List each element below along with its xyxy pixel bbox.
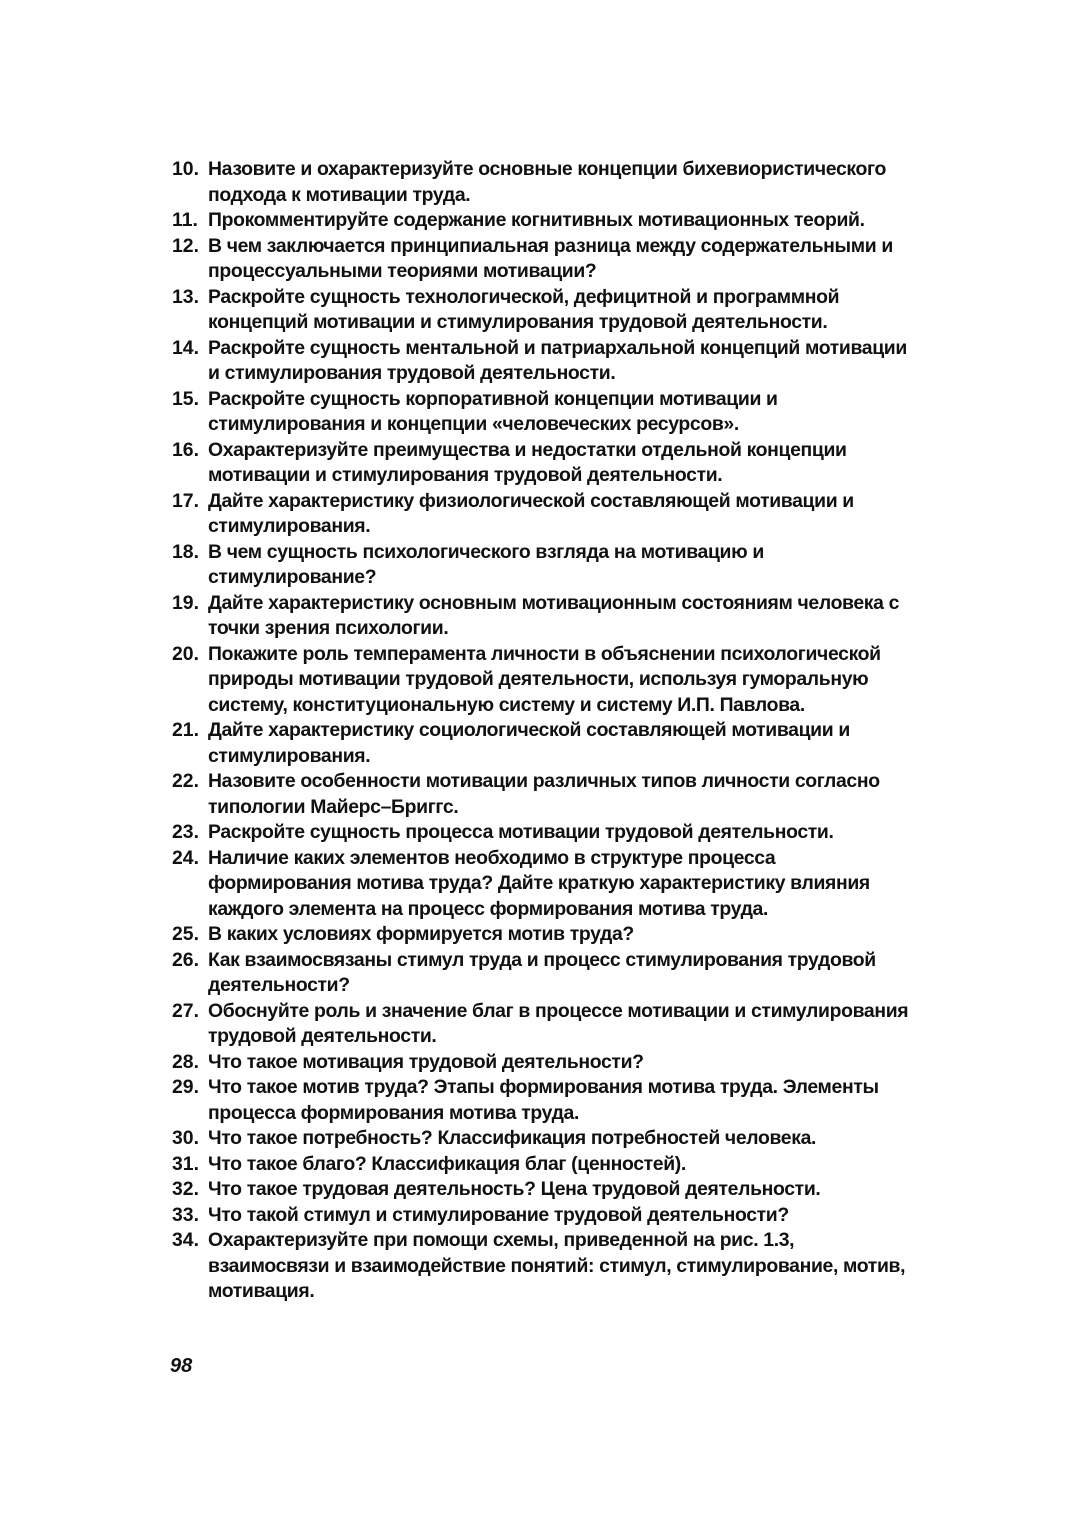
question-item [172,540,917,591]
question-item [172,846,917,923]
question-number: 13. [172,285,199,308]
question-item [172,642,917,719]
question-text: Раскройте сущность технологической, дефицитной и программной концепций мотивации и стимулирования трудовой деятельности. [208,285,840,333]
question-item [172,718,917,769]
question-text: Раскройте сущность процесса мотивации трудовой деятельности. [208,821,834,843]
question-item [172,820,917,846]
question-item [172,208,917,234]
question-number: 12. [172,234,199,257]
question-number: 28. [172,1050,199,1073]
question-item [172,285,917,336]
question-item [172,387,917,438]
question-number: 30. [172,1127,199,1149]
question-text: Охарактеризуйте при помощи схемы, приведенной на рис. 1.3, взаимосвязи и взаимодействие понятий: стимул, стимулирование, мотив, мотивация. [208,1229,906,1302]
question-text: Покажите роль темперамента личности в объяснении психологической природы мотивации трудовой деятельности, используя гуморальную систему, конституциональную систему и систему И.П. Павлова. [208,642,881,716]
question-text: Как взаимосвязаны стимул труда и процесс стимулирования трудовой деятельности? [208,948,876,996]
question-number: 24. [172,846,199,869]
question-text: Что такое мотивация трудовой деятельности? [208,1050,644,1073]
question-item [172,234,917,285]
question-text: Дайте характеристику физиологической составляющей мотивации и стимулирования. [208,489,854,537]
question-number: 27. [172,999,199,1022]
question-item [172,591,917,642]
question-text: В чем заключается принципиальная разница между содержательными и процессуальными теориями мотивации? [208,234,893,282]
question-item [172,999,917,1050]
question-number: 34. [172,1229,199,1251]
question-list [172,157,917,1305]
question-number: 32. [172,1178,199,1200]
question-item [172,1203,917,1229]
question-number: 10. [172,158,199,180]
question-item [172,948,917,999]
question-item [172,1177,917,1203]
question-text: Дайте характеристику основным мотивационным состояниям человека с точки зрения психологии. [208,591,900,639]
question-item [172,157,917,208]
question-number: 17. [172,489,199,512]
question-number: 14. [172,336,199,359]
page-number: 98 [170,1355,193,1377]
question-number: 11. [172,209,198,231]
question-text: В чем сущность психологического взгляда на мотивацию и стимулирование? [208,540,764,588]
question-number: 23. [172,821,199,843]
question-item [172,1075,917,1126]
question-text: Что такое потребность? Классификация потребностей человека. [208,1127,817,1149]
question-number: 15. [172,387,199,410]
question-text: Назовите особенности мотивации различных типов личности согласно типологии Майерс–Бриггс. [208,770,880,818]
question-text: Что такой стимул и стимулирование трудовой деятельности? [208,1203,789,1226]
question-text: Что такое благо? Классификация благ (ценностей). [208,1152,686,1175]
question-text: Что такое мотив труда? Этапы формирования мотива труда. Элементы процесса формирования мотива труда. [208,1076,879,1124]
question-text: Что такое трудовая деятельность? Цена трудовой деятельности. [208,1178,821,1200]
question-number: 26. [172,948,199,971]
question-item [172,922,917,948]
question-text: Охарактеризуйте преимущества и недостатки отдельной концепции мотивации и стимулирования трудовой деятельности. [208,438,847,486]
question-number: 22. [172,770,199,792]
question-number: 25. [172,923,199,945]
question-number: 29. [172,1076,199,1098]
question-text: Наличие каких элементов необходимо в структуре процесса формирования мотива труда? Дайте краткую характеристику влияния каждого элемента на процесс формирования мотива труда. [208,846,870,920]
question-item [172,336,917,387]
question-text: В каких условиях формируется мотив труда? [208,923,634,945]
question-text: Дайте характеристику социологической составляющей мотивации и стимулирования. [208,719,850,767]
question-text: Назовите и охарактеризуйте основные концепции бихевиористического подхода к мотивации труда. [208,158,886,206]
question-number: 18. [172,540,199,563]
question-number: 31. [172,1152,199,1175]
question-item [172,1126,917,1152]
question-number: 16. [172,438,199,461]
question-item [172,438,917,489]
question-item [172,769,917,820]
question-item [172,489,917,540]
question-item [172,1228,917,1305]
question-text: Раскройте сущность корпоративной концепции мотивации и стимулирования и концепции «человеческих ресурсов». [208,387,778,435]
question-item [172,1050,917,1076]
question-text: Раскройте сущность ментальной и патриархальной концепций мотивации и стимулирования трудовой деятельности. [208,336,907,384]
question-text: Обоснуйте роль и значение благ в процессе мотивации и стимулирования трудовой деятельности. [208,999,909,1047]
question-text: Прокомментируйте содержание когнитивных мотивационных теорий. [208,209,865,231]
question-number: 21. [172,719,199,741]
question-number: 20. [172,642,199,665]
question-number: 33. [172,1203,199,1226]
question-number: 19. [172,591,199,614]
question-item [172,1152,917,1178]
